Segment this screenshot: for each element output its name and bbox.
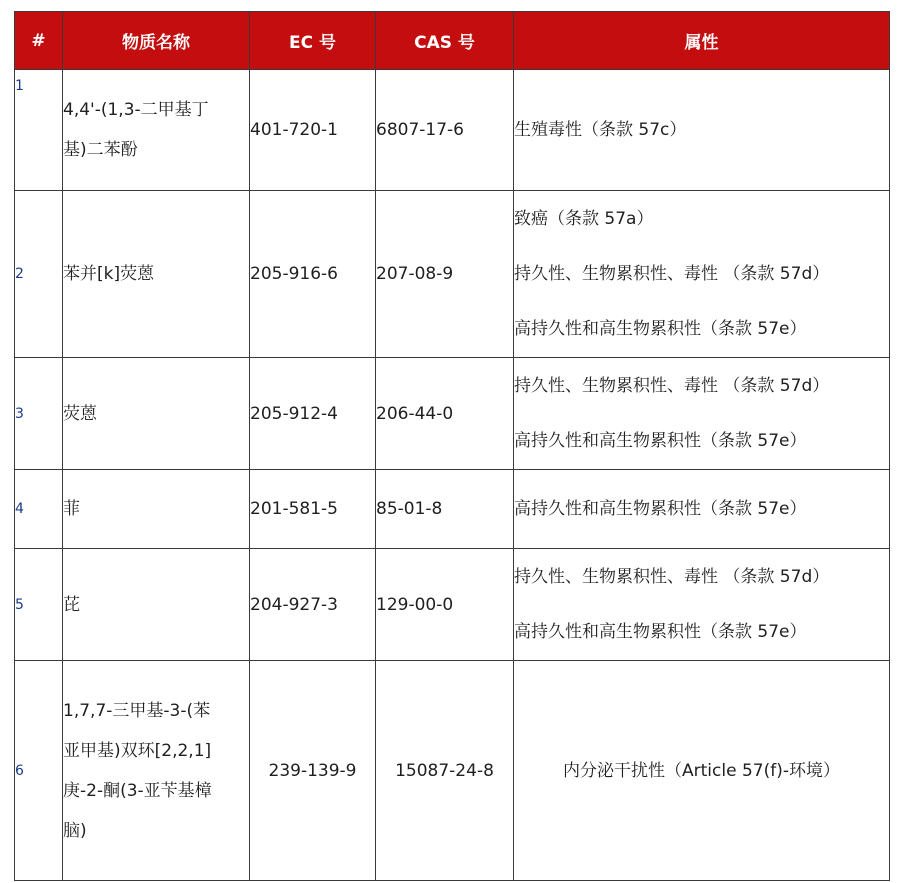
ec-number: 401-720-1	[250, 70, 376, 191]
substance-name-line: 亚甲基)双环[2,2,1]	[63, 740, 212, 761]
cas-number: 85-01-8	[376, 470, 514, 549]
header-cas: CAS 号	[376, 12, 514, 70]
substance-name-line: 荧蒽	[63, 403, 97, 424]
property-item: 高持久性和高生物累积性（条款 57e）	[514, 622, 807, 642]
table-row	[15, 470, 890, 549]
table-header	[15, 12, 890, 70]
property-item: 持久性、生物累积性、毒性 （条款 57d）	[514, 376, 830, 396]
substance-name	[63, 70, 250, 191]
substance-name-line: 脑)	[63, 820, 87, 841]
substance-name-line: 苯并[k]荧蒽	[63, 264, 155, 284]
substance-name-line: 基)二苯酚	[63, 140, 138, 160]
ec-number: 204-927-3	[250, 549, 376, 661]
ec-number: 239-139-9	[250, 661, 376, 881]
property-item: 持久性、生物累积性、毒性 （条款 57d）	[514, 567, 830, 587]
property-item: 致癌（条款 57a）	[514, 209, 654, 229]
row-number: 6	[15, 661, 63, 881]
header-name: 物质名称	[63, 12, 250, 70]
property-item: 内分泌干扰性（Article 57(f)-环境）	[563, 760, 840, 781]
header-prop: 属性	[514, 12, 890, 70]
property-cell	[514, 470, 890, 549]
substance-name	[63, 661, 250, 881]
substance-table	[14, 11, 890, 881]
cas-number: 6807-17-6	[376, 70, 514, 191]
substance-name-line: 1,7,7-三甲基-3-(苯	[63, 700, 211, 721]
ec-number: 201-581-5	[250, 470, 376, 549]
cas-number: 15087-24-8	[376, 661, 514, 881]
property-item: 高持久性和高生物累积性（条款 57e）	[514, 431, 807, 451]
property-cell	[514, 191, 890, 358]
ec-number: 205-912-4	[250, 358, 376, 470]
row-number: 5	[15, 549, 63, 661]
table-row	[15, 70, 890, 191]
substance-name	[63, 358, 250, 470]
table-body	[15, 70, 890, 881]
property-cell	[514, 549, 890, 661]
substance-name-line: 庚-2-酮(3-亚苄基樟	[63, 780, 212, 801]
table-row	[15, 358, 890, 470]
property-item: 高持久性和高生物累积性（条款 57e）	[514, 499, 807, 519]
substance-name-line: 菲	[63, 499, 80, 519]
header-row	[15, 12, 890, 70]
cas-number: 129-00-0	[376, 549, 514, 661]
cas-number: 207-08-9	[376, 191, 514, 358]
property-cell	[514, 661, 890, 881]
table-row	[15, 191, 890, 358]
row-number: 4	[15, 470, 63, 549]
row-number: 3	[15, 358, 63, 470]
row-number: 2	[15, 191, 63, 358]
header-ec: EC 号	[250, 12, 376, 70]
table-row	[15, 661, 890, 881]
property-cell	[514, 358, 890, 470]
substance-name	[63, 470, 250, 549]
row-number: 1	[15, 70, 63, 191]
ec-number: 205-916-6	[250, 191, 376, 358]
property-item: 持久性、生物累积性、毒性 （条款 57d）	[514, 264, 830, 284]
substance-name-line: 芘	[63, 594, 80, 615]
substance-name-line: 4,4'-(1,3-二甲基丁	[63, 100, 209, 120]
header-num: #	[15, 12, 63, 70]
property-item: 生殖毒性（条款 57c）	[514, 120, 687, 140]
substance-name	[63, 191, 250, 358]
cas-number: 206-44-0	[376, 358, 514, 470]
property-cell	[514, 70, 890, 191]
substance-name	[63, 549, 250, 661]
table-row	[15, 549, 890, 661]
property-item: 高持久性和高生物累积性（条款 57e）	[514, 319, 807, 339]
